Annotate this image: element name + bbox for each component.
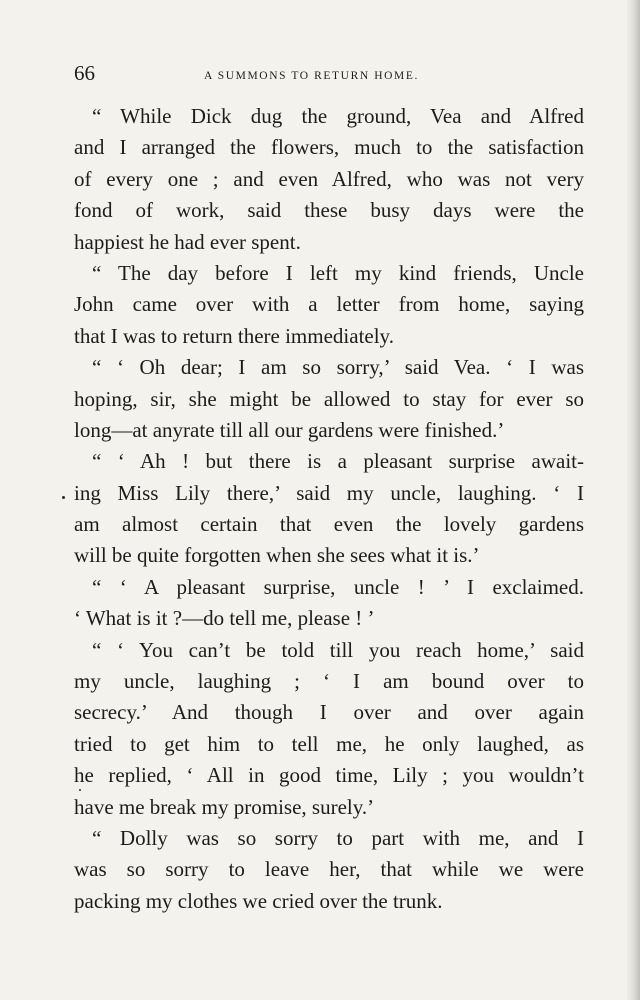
text-line: “ ‘ Ah ! but there is a pleasant surprise await- [92, 449, 584, 474]
text-line: tried to get him to tell me, he only laughed, as [74, 731, 584, 756]
text-line: “ ‘ Oh dear; I am so sorry,’ said Vea. ‘ I was [92, 355, 584, 380]
text-line: my uncle, laughing ; ‘ I am bound over to [74, 669, 584, 694]
text-line: “ While Dick dug the ground, Vea and Alfred [92, 104, 584, 128]
page-edge-shadow [626, 0, 640, 1000]
text-line: packing my clothes we cried over the trunk. [74, 888, 443, 913]
text-line: ing Miss Lily there,’ said my uncle, laughing. ‘ I [74, 480, 584, 505]
text-line: fond of work, said these busy days were the [74, 198, 584, 223]
text-line: have me break my promise, surely.’ [74, 794, 375, 819]
text-line: long—at anyrate till all our gardens were finished.’ [74, 417, 505, 442]
text-line: “ ‘ A pleasant surprise, uncle ! ’ I exclaimed. [92, 574, 584, 599]
text-line: happiest he had ever spent. [74, 229, 301, 254]
text-line: secrecy.’ And though I over and over again [74, 700, 584, 725]
ink-speck [62, 496, 65, 499]
text-line: “ The day before I left my kind friends, Uncle [92, 260, 584, 285]
text-line: will be quite forgotten when she sees what it is.’ [74, 543, 480, 568]
text-line: of every one ; and even Alfred, who was not very [74, 166, 584, 191]
page-number: 66 [74, 61, 95, 85]
text-line: was so sorry to leave her, that while we were [74, 857, 584, 882]
text-line: “ ‘ You can’t be told till you reach home,’ said [92, 637, 584, 662]
text-line: “ Dolly was so sorry to part with me, and I [92, 825, 584, 850]
text-line: ‘ What is it ?—do tell me, please ! ’ [74, 606, 375, 631]
body-text [74, 101, 584, 917]
running-head: A SUMMONS TO RETURN HOME. [204, 70, 419, 82]
text-line: hoping, sir, she might be allowed to stay for ever so [74, 386, 584, 411]
text-line: and I arranged the flowers, much to the satisfaction [74, 135, 584, 160]
text-line: he replied, ‘ All in good time, Lily ; you wouldn’t [74, 763, 584, 788]
text-line: John came over with a letter from home, saying [74, 292, 584, 317]
page-header [74, 58, 584, 88]
text-line: that I was to return there immediately. [74, 323, 394, 348]
ink-speck [79, 789, 81, 791]
text-line: am almost certain that even the lovely gardens [74, 512, 584, 537]
